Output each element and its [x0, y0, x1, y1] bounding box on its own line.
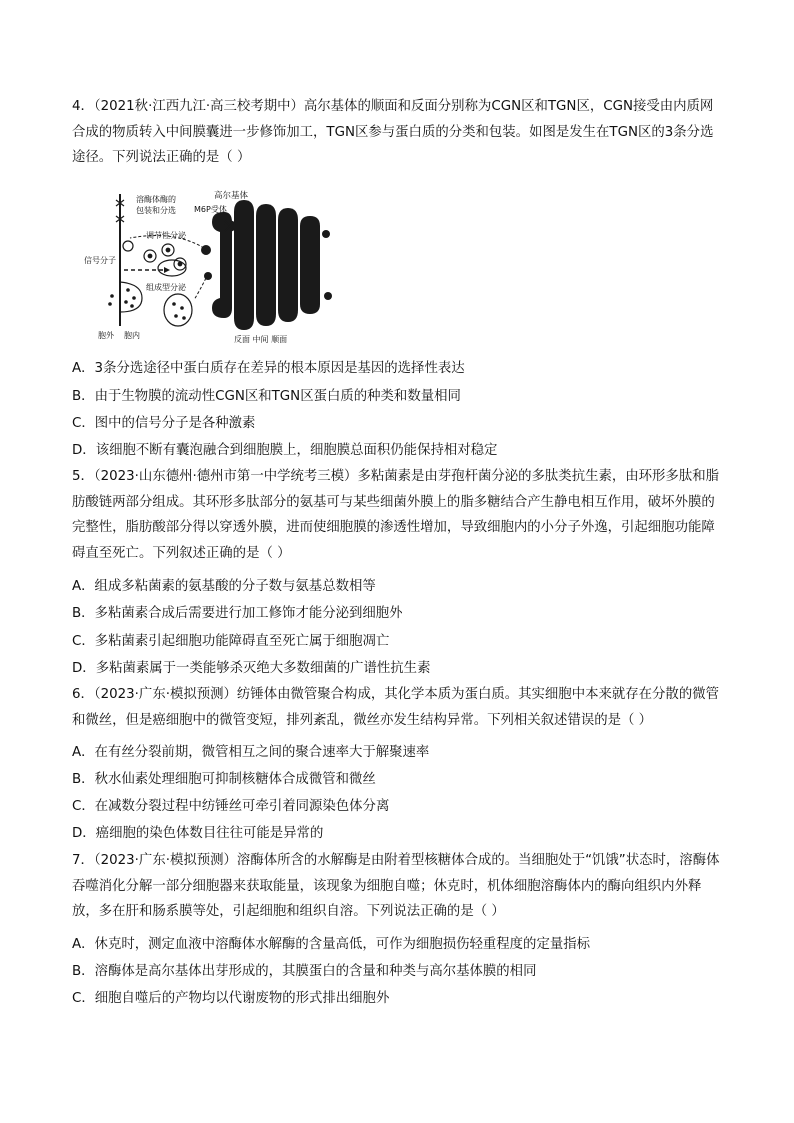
question-7: [72, 848, 722, 925]
golgi-sorting-diagram: [84, 186, 344, 344]
question-4: [72, 94, 722, 171]
constitutive-vesicle: [164, 294, 192, 326]
label-lysosome-2: 包装和分选: [136, 206, 176, 215]
q7-option-b: B．溶酶体是高尔基体出芽形成的，其膜蛋白的含量和种类与高尔基体膜的相同: [72, 964, 537, 979]
q6-option-c: C．在减数分裂过程中纺锤丝可牵引着同源染色体分离: [72, 799, 390, 814]
label-faces: 反面 中间 顺面: [234, 335, 288, 344]
exocytosis-vesicle: [108, 282, 142, 312]
question-6-stem: 6．（2023·广东·模拟预测）纺锤体由微管聚合构成，其化学本质为蛋白质。其实细胞中本来就存在分散的微管和微丝，但是癌细胞中的微管变短，排列紊乱，微丝亦发生结构异常。下列相关叙述错误的是（ ）: [72, 687, 719, 728]
label-signal-molecule: 信号分子: [84, 256, 116, 265]
m6p-receptor-cluster: [222, 218, 238, 234]
golgi-stack: [201, 200, 332, 330]
signal-arrow: [124, 267, 170, 273]
label-lysosome-1: 溶酶体酶的: [136, 195, 176, 204]
q6-option-b: B．秋水仙素处理细胞可抑制核糖体合成微管和微丝: [72, 772, 376, 787]
question-6: [72, 682, 722, 733]
q7-option-a: A．休克时，测定血液中溶酶体水解酶的含量高低，可作为细胞损伤轻重程度的定量指标: [72, 937, 591, 952]
label-inside: 胞内: [124, 331, 140, 340]
q5-option-a: A．组成多粘菌素的氨基酸的分子数与氨基总数相等: [72, 579, 376, 594]
q4-option-a: A．3条分选途径中蛋白质存在差异的根本原因是基因的选择性表达: [72, 361, 465, 376]
label-outside: 胞外: [98, 331, 114, 340]
label-m6p-receptor: M6P受体: [194, 205, 227, 214]
q4-option-d: D．该细胞不断有囊泡融合到细胞膜上，细胞膜总面积仍能保持相对稳定: [72, 443, 498, 458]
regulated-vesicles: [123, 241, 186, 276]
q6-option-a: A．在有丝分裂前期，微管相互之间的聚合速率大于解聚速率: [72, 745, 430, 760]
q5-option-b: B．多粘菌素合成后需要进行加工修饰才能分泌到细胞外: [72, 606, 403, 621]
question-7-stem: 7．（2023·广东·模拟预测）溶酶体所含的水解酶是由附着型核糖体合成的。当细胞处于“饥饿”状态时，溶酶体吞噬消化分解一部分细胞器来获取能量，该现象为细胞自噬；休克时，机体细胞溶酶体内的酶向组织内外释放，多在肝和肠系膜等处，引起细胞和组织自溶。下列说法正确的是（ ）: [72, 853, 720, 920]
q6-option-d: D．癌细胞的染色体数目往往可能是异常的: [72, 826, 324, 841]
label-regulated-secretion: 调节性分泌: [146, 231, 186, 240]
q5-option-c: C．多粘菌素引起细胞功能障碍直至死亡属于细胞凋亡: [72, 634, 390, 649]
question-5: [72, 464, 722, 566]
q4-option-b: B．由于生物膜的流动性CGN区和TGN区蛋白质的种类和数量相同: [72, 389, 461, 404]
q5-option-d: D．多粘菌素属于一类能够杀灭绝大多数细菌的广谱性抗生素: [72, 661, 431, 676]
q7-option-c: C．细胞自噬后的产物均以代谢废物的形式排出细胞外: [72, 991, 390, 1006]
q4-option-c: C．图中的信号分子是各种激素: [72, 416, 256, 431]
label-constitutive-secretion: 组成型分泌: [146, 283, 186, 292]
question-4-stem: 4．（2021秋·江西九江·高三校考期中）高尔基体的顺面和反面分别称为CGN区和TGN区，CGN接受由内质网合成的物质转入中间膜囊进一步修饰加工，TGN区参与蛋白质的分类和包装。如图是发生在TGN区的3条分选途径。下列说法正确的是（ ）: [72, 99, 714, 166]
label-golgi: 高尔基体: [214, 191, 249, 201]
question-5-stem: 5．（2023·山东德州·德州市第一中学统考三模）多粘菌素是由芽孢杆菌分泌的多肽类抗生素，由环形多肽和脂肪酸链两部分组成。其环形多肽部分的氨基可与某些细菌外膜上的脂多糖结合产生静电相互作用，破坏外膜的完整性，脂肪酸部分得以穿透外膜，进而使细胞膜的渗透性增加，导致细胞内的小分子外逸，引起细胞功能障碍直至死亡。下列叙述正确的是（ ）: [72, 469, 719, 561]
